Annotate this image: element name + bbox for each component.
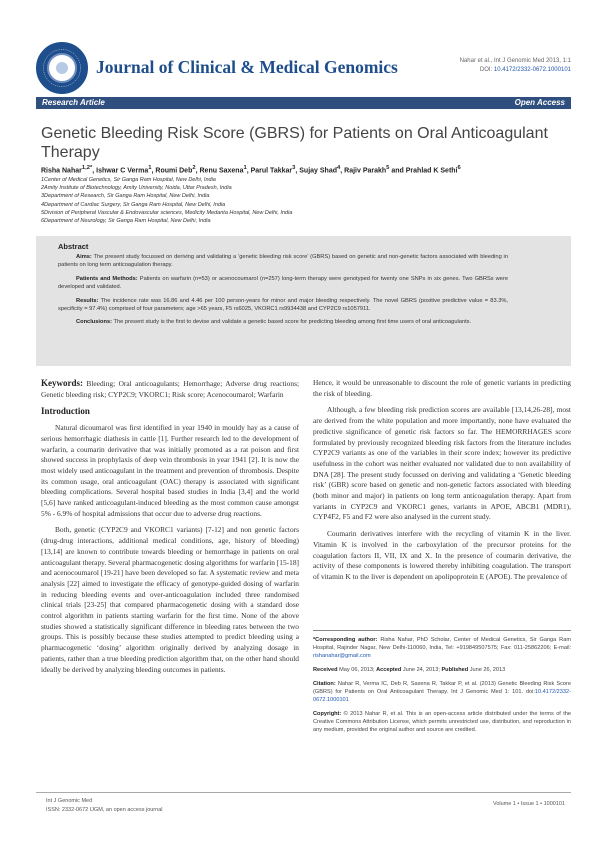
- citation-doi-link[interactable]: 10.4172/2332-0672.1000101: [313, 689, 571, 703]
- copyright-label: Copyright:: [313, 711, 342, 717]
- abstract-aims: [58, 254, 508, 270]
- keywords: [41, 378, 299, 400]
- corresponding-author: [313, 636, 571, 660]
- journal-title[interactable]: Journal of Clinical & Medical Genomics: [96, 57, 398, 77]
- received-label: Received: [313, 667, 338, 673]
- footnote-block: [313, 636, 571, 740]
- affiliation-item: 5Division of Peripheral Vascular & Endovascular sciences, Medicity Medanta Hospital, New Delhi, India: [41, 209, 293, 216]
- results-text: The incidence rate was 16.86 and 4.46 per 100 person-years for minor and major bleeding respectively. The novel GBRS (positive predictive value = 83.3%, specificity = 97.4%) comprised of four parameters; age >65 years, F5 rs6025, VKORC1 rs9934438 and CYP2C9 rs1057911.: [58, 297, 508, 312]
- footer-journal-info: [46, 797, 162, 814]
- corresponding-text: Risha Nahar, PhD Scholar, Center of Medical Genetics, Sir Ganga Ram Hospital, Rajinder Nagar, New Delhi-110060, India, Tel: +919849507575; Fax: 011-25862206; E-mail:: [313, 637, 571, 651]
- intro-paragraph-2: Both, genetic (CYP2C9 and VKORC1 variants) [7-12] and non genetic factors (drug-drug interactions, additional medical conditions, age, history of bleeding) [13,14] are known to contribute towards bleeding or hemorrhage in patients on oral anticoagulant therapy. Several pharmacogenetic dosing algorithms for warfarin [15-18] and acenocoumarol [19-21] have been developed so far. A systematic review and meta analysis [22] aimed to investigate the efficacy of genotype-guided dosing of warfarin in reducing bleeding events and over-anticoagulation included three randomised clinical trials [23-25] that compared pharmacogenetic dosing with a standard dose control algorithm in patients starting warfarin for the first time. None of the above studies showed a statistically significant difference in bleeding rates between the two groups. This is possibly because these studies attempted to predict bleeding using a pharmacogenetic ‘dosing’ algorithm originally derived by analyzing dosage in patients, rather than a true bleeding prediction algorithm that, on the other hand should ideally be derived by analyzing bleeding outcomes in patients.: [41, 525, 299, 674]
- conclusions-text: The present study is the first to devise and validate a genetic based score for predicting bleeding among first time users of oral anticoagulants.: [112, 319, 472, 326]
- footnote-divider: [313, 630, 571, 631]
- methods-label: Patients and Methods:: [76, 275, 138, 282]
- keywords-label: Keywords:: [41, 378, 83, 388]
- affiliation-item: 6Department of Neurology, Sir Ganga Ram Hospital, New Delhi, India: [41, 218, 211, 225]
- copyright-note: [313, 710, 571, 734]
- keywords-text: Bleeding; Oral anticoagulants; Hemorrhage; Adverse drug reactions; Genetic bleeding risk; CYP2C9; VKORC1; Risk score; Acenocoumarol; Warfarin: [41, 379, 299, 399]
- citation-note: [313, 680, 571, 704]
- intro-paragraph-1: Natural dicoumarol was first identified in year 1940 in mouldy hay as a cause of serious hemorrhagic diathesis in cattle [1]. Further research led to the development of warfarin, a coumarin derivative that was initially promoted as a rat poison and first showed success in prophylaxis of deep vein thrombosis in year 1941 [2]. It is now the most widely used anticoagulant in the treatment and prevention of thrombosis. Despite its common usage, oral anticoagulant (OAC) therapy is associated with significant bleeding complications. Several hospital based studies in India [3,4] and the world [5,6] have ranked anticoagulant-induced bleeding as the most common cause amongst 5% - 6.9% of hospital admissions that occur due to adverse drug reactions.: [41, 423, 299, 518]
- citation-line: Nahar et al., Int J Genomic Med 2013, 1:1: [459, 58, 571, 64]
- article-title: Genetic Bleeding Risk Score (GBRS) for Patients on Oral Anticoagulant Therapy: [41, 125, 548, 161]
- doi-label: DOI:: [479, 67, 494, 73]
- abstract-conclusions: [58, 319, 508, 327]
- intro-paragraph-5: Coumarin derivatives interfere with the recycling of vitamin K in the liver. Vitamin K is involved in the carboxylation of the precursor proteins for the coagulation factors II, VII, IX and X. In the presence of coumarin derivative, the activity of these components is lowered thereby inhibiting coagulation. The transport of vitamin K to the liver is dependent on apolipoprotein E (APOE). The prevalence of: [313, 529, 571, 581]
- results-label: Results:: [76, 297, 99, 304]
- published-date: June 26, 2013: [468, 667, 506, 673]
- author-list: Risha Nahar$^{1,2*}$, Ishwar C Verma$^1$, Roumi Deb$^2$, Renu Saxena$^1$, Parul Takkar$^3$, Sujay Shad$^4$, Rajiv Parakh$^5$ and Prahlad K Sethi$^6$: [41, 165, 461, 175]
- right-column: [313, 378, 571, 589]
- abstract-body: [58, 254, 508, 333]
- open-access-label: Open Access: [514, 98, 565, 107]
- article-type-bar: [36, 97, 571, 109]
- citation-label: Citation:: [313, 681, 336, 687]
- left-column: [41, 378, 299, 681]
- journal-logo: [36, 42, 88, 94]
- introduction-heading: Introduction: [41, 406, 90, 417]
- footer-issn: ISSN: 2332-0672 IJGM, an open access journal: [46, 806, 163, 813]
- footer-volume: Volume 1 • Issue 1 • 1000101: [492, 801, 565, 807]
- conclusions-label: Conclusions:: [76, 319, 113, 326]
- affiliation-item: 4Department of Cardiac Surgery, Sir Ganga Ram Hospital, New Delhi, India: [41, 201, 226, 208]
- footer-divider: [36, 792, 571, 793]
- affiliation-item: 2Amity Institute of Biotechnology, Amity University, Noida, Uttar Pradesh, India: [41, 185, 232, 192]
- methods-text: Patients on warfarin (n=53) or acenocoumarol (n=257) long-term therapy were genotyped for twenty one SNPs in six genes. Two GBRSs were developed and validated.: [58, 275, 508, 290]
- doi-line: [460, 66, 571, 75]
- citation-header: [460, 57, 571, 75]
- accepted-date: June 24, 2013;: [401, 667, 442, 673]
- citation-text: Nahar R, Verma IC, Deb R, Saxena R, Takkar P, et al. (2013) Genetic Bleeding Risk Score (GBRS) for Patients on Oral Anticoagulant Therapy. Int J Genomic Med 1: 101. doi:: [313, 681, 571, 695]
- corresponding-label: *Corresponding author:: [313, 637, 378, 643]
- received-date: May 06, 2013;: [337, 667, 377, 673]
- abstract-results: [58, 298, 508, 314]
- intro-paragraph-3: Hence, it would be unreasonable to discount the role of genetic variants in predicting the risk of bleeding.: [313, 378, 571, 398]
- accepted-label: Accepted: [376, 667, 402, 673]
- copyright-text: © 2013 Nahar R, et al. This is an open-access article distributed under the terms of the Creative Commons Attribution License, which permits unrestricted use, distribution, and reproduction in any medium, provided the original author and source are credited.: [313, 711, 571, 733]
- doi-link[interactable]: 10.4172/2332-0672.1000101: [493, 67, 571, 73]
- footer-journal: Int J Genomic Med: [46, 798, 93, 804]
- abstract-heading: Abstract: [58, 242, 89, 251]
- aims-text: The present study focussed on deriving and validating a ‘genetic bleeding risk score’ (GBRS) based on genetic and non-genetic factors associated with bleeding in patients on long term anticoagulation therapy.: [58, 254, 508, 268]
- abstract-methods: [58, 276, 508, 292]
- affiliation-item: 3Department of Research, Sir Ganga Ram Hospital, New Delhi, India: [41, 193, 210, 200]
- email-link[interactable]: rishanahar@gmail.com: [313, 653, 371, 659]
- article-type-label: Research Article: [42, 98, 105, 107]
- affiliations: [41, 176, 561, 225]
- affiliation-item: 1Center of Medical Genetics, Sir Ganga Ram Hospital, New Delhi, India: [41, 177, 216, 183]
- article-dates: [313, 666, 571, 674]
- aims-label: Aims:: [76, 254, 92, 260]
- logo-emblem: [38, 44, 90, 96]
- intro-paragraph-4: Although, a few bleeding risk prediction scores are available [13,14,26-28], most are derived from the white population and more importantly, none have evaluated the predictive significance of genetic risk factors so far. The HEMORRHAGES score formulated by previously recognized bleeding risk factors from the literature includes CYP2C9 variants as one of the variables in their score index; however its predictive usefulness in the cohort was neither evaluated nor validated due to non availability of DNA [28]. The present study focussed on deriving and validating a ‘Genetic bleeding risk’ (GBR) score based on genetic and non-genetic factors associated with bleeding (both minor and major) in patients on long term anticoagulation therapy. Apart from variants in CYP2C9 and VKORC1 genes, variants in APOE, ABCB1 (MDR1), CYP4F2, F5 and F2 were also analysed in the current study.: [313, 405, 571, 522]
- published-label: Published: [441, 667, 469, 673]
